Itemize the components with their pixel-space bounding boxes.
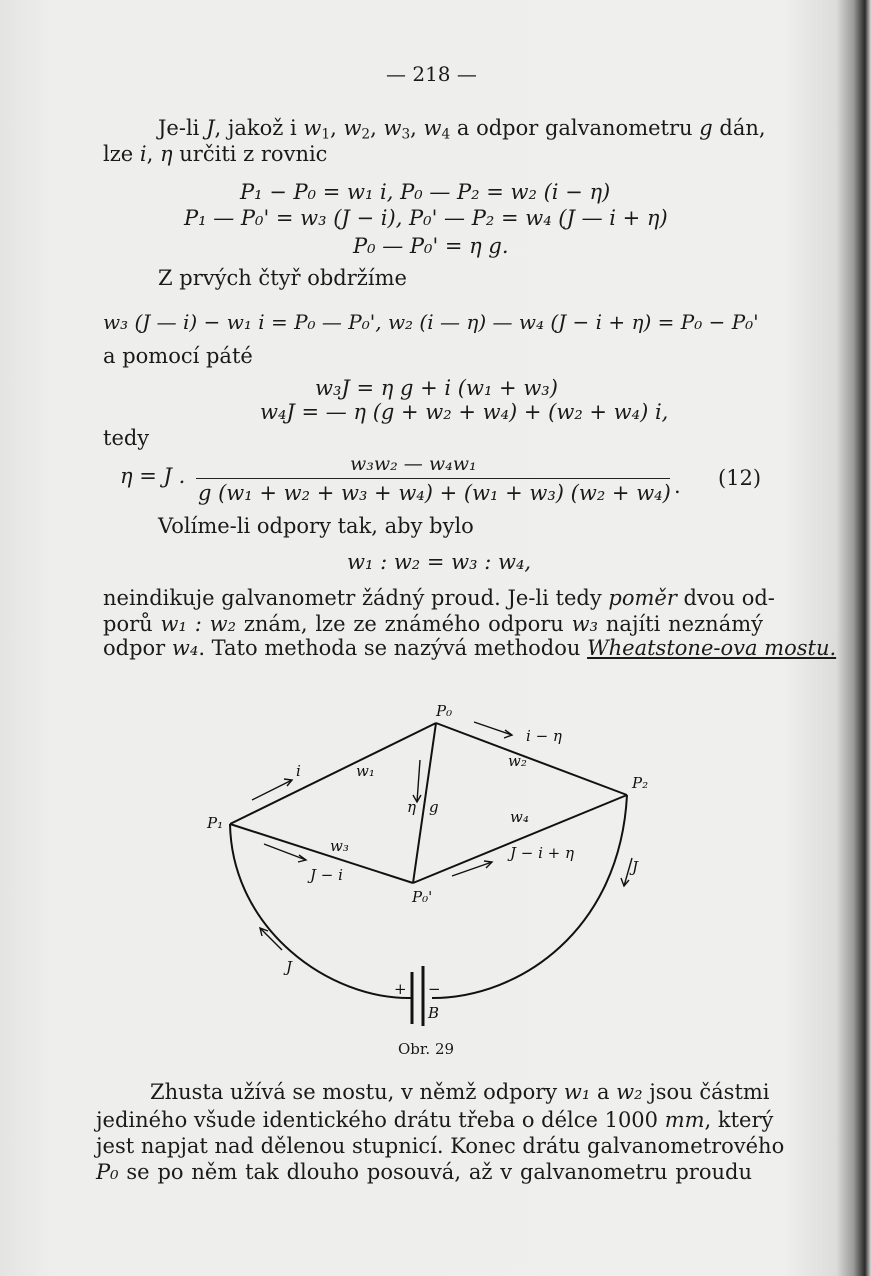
label-minus: − [428,980,441,998]
para3-line4 [96,1160,752,1184]
text: porů [103,612,153,636]
ratio-w1-w2: w₁ : w₂ [160,612,236,636]
label-P2: P₂ [632,774,649,792]
para1-line1: Je-li J, jakož i $w_1$, $w_2$, $w_3$, $w_4$ a odpor galvanometru g dán, [158,116,766,143]
text: Zhusta užívá se mostu, v němž odpory [150,1080,558,1104]
wire-p1-p0 [230,723,436,824]
text: jediného všude identického drátu třeba o délce 1000 [96,1108,659,1132]
equation-number: (12) [718,466,762,490]
var-w1: w₁ [563,1080,591,1104]
label-P1: P₁ [207,814,224,832]
text-z-prvych: Z prvých čtyř obdržíme [158,266,407,290]
para3-line3: jest napjat nad dělenou stupnicí. Konec drátu galvanometrového [96,1134,785,1158]
label-i-eta: i − η [526,727,562,745]
label-J-right: J [632,858,639,876]
label-w1: w₁ [356,762,375,780]
text: se po něm tak dlouho posouvá, až v galvanometru proudu [126,1160,752,1184]
text: jsou částmi [649,1080,770,1104]
var-i: i [139,142,147,166]
var-w4: w [423,116,442,140]
label-B: B [428,1004,440,1022]
var-eta: η [160,142,173,166]
label-w3: w₃ [330,837,349,855]
label-P0: P₀ [436,702,453,720]
page-number: — 218 — [386,62,477,86]
label-plus: + [394,980,407,998]
eq12-lhs: η = J . [120,464,186,488]
var-w1: w [303,116,322,140]
arrow-i-eta [474,722,512,735]
equation-row-2: P₁ — P₀' = w₃ (J − i), P₀' — P₂ = w₄ (J — i + η) [184,206,668,230]
text: . Tato methoda se nazývá methodou [198,636,581,660]
comma: , [330,116,337,140]
word: dán, [719,116,766,140]
emph-wheatstone: Wheatstone-ova mostu. [587,636,837,660]
equation-ratio: w₁ : w₂ = w₃ : w₄, [347,550,532,574]
text-tedy: tedy [103,426,150,450]
var-w3: w [383,116,402,140]
label-J-left: J [286,958,293,976]
comma: , [410,116,417,140]
word: určiti z rovnic [179,142,328,166]
equation-combined: w₃ (J — i) − w₁ i = P₀ — P₀', w₂ (i — η) — w₄ (J − i + η) = P₀ − P₀' [103,310,759,334]
var-g: g [699,116,713,140]
label-w4: w₄ [510,808,529,826]
word: lze [103,142,134,166]
text: neindikuje galvanometr žádný proud. Je-li tedy [103,586,602,610]
var-w2: w₂ [616,1080,643,1104]
label-P0-prime: P₀' [412,888,433,906]
emph-pomer: poměr [608,586,677,610]
text: a [596,1080,610,1104]
label-J-i: J − i [310,866,343,884]
eq12-denominator: g (w₁ + w₂ + w₃ + w₄) + (w₁ + w₃) (w₂ + w₄) [198,481,671,505]
label-i: i [296,762,301,780]
equation-w4J: w₄J = — η (g + w₂ + w₄) + (w₂ + w₄) i, [260,400,669,424]
text: znám, lze ze známého odporu [243,612,564,636]
text: , který [704,1108,774,1132]
equation-row-1: P₁ − P₀ = w₁ i, P₀ — P₂ = w₂ (i − η) [240,180,611,204]
comma: , [146,142,154,166]
var-w2: w [343,116,362,140]
word: a odpor galvanometru [456,116,693,140]
para3-line1 [150,1080,770,1104]
figure-caption: Obr. 29 [398,1040,455,1058]
label-g: g [429,798,439,816]
var-w3: w₃ [571,612,599,636]
unit-mm: mm [664,1108,705,1132]
equation-w3J: w₃J = η g + i (w₁ + w₃) [315,376,558,400]
arrow-eta-down [417,760,420,802]
eq12-numerator: w₃w₂ — w₄w₁ [350,453,477,475]
text-a-pomoci: a pomocí páté [103,344,253,368]
text-volime: Volíme-li odpory tak, aby bylo [158,514,474,538]
label-eta: η [407,798,416,816]
text: dvou od- [683,586,775,610]
comma: , [370,116,377,140]
text: najíti neznámý [605,612,763,636]
text: odpor [103,636,166,660]
eq12-dot: . [674,474,681,498]
label-w2: w₂ [508,752,527,770]
para3-line2 [96,1108,774,1132]
word: Je-li [158,116,200,140]
var-P0: P₀ [96,1160,119,1184]
var-J: J [206,116,215,140]
word: , jakož i [214,116,297,140]
var-w4: w₄ [171,636,199,660]
equation-row-3: P₀ — P₀' = η g. [353,234,509,258]
label-J-i-eta: J − i + η [510,844,575,862]
